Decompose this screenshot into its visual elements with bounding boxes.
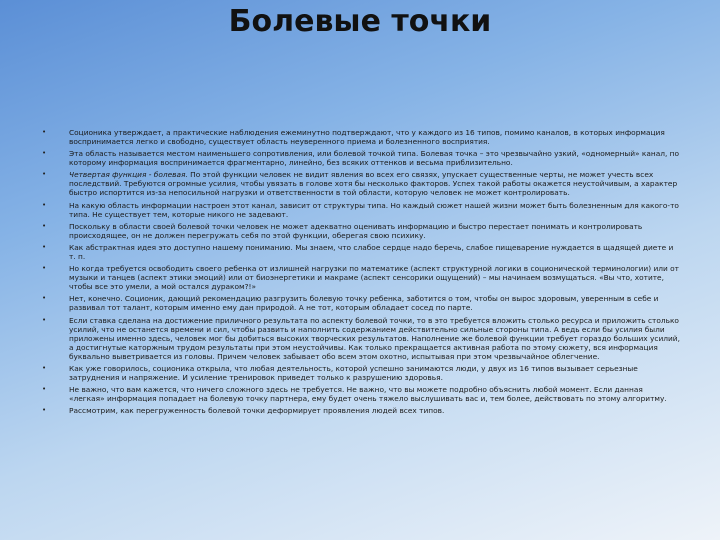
bullet-icon: •	[42, 264, 47, 273]
list-item-text: Если ставка сделана на достижение приличного результата по аспекту болевой точки, то в это требуется вложить столько ресурса и приложить столько усилий, что не останется времени и сил, чтобы развить и наполнить содержанием действительно сильные стороны типа. А ведь если бы усилия были приложены именно здесь, человек мог бы добиться высоких творческих результатов. Наполнение же болевой функции требует гораздо больших усилий, а достигнутые каторжным трудом результаты при этом неустойчивы. Как только прекращается активная работа по этому сюжету, вся информация буквально выветривается из головы. Причем человек забывает обо всем этом охотно, испытывая при этом чрезвычайное облегчение.	[69, 315, 680, 361]
list-item	[40, 201, 680, 219]
list-item-text: Но когда требуется освободить своего ребенка от излишней нагрузки по математике (аспект структурной логики в соционической терминологии) или от музыки и танцев (аспект этики эмоций) или от биоэнергетики и макраме (аспект сенсорики ощущений) – мы начинаем возмущаться. «Вы что, хотите, чтобы все это умели, а мой остался дураком?!»	[69, 264, 679, 292]
list-item	[40, 364, 680, 382]
bullet-icon: •	[42, 170, 47, 179]
list-item-text: Как абстрактная идея это доступно нашему пониманию. Мы знаем, что слабое сердце надо беречь, слабое пищеварение нуждается в щадящей диете и т. п.	[69, 242, 674, 261]
list-item	[40, 243, 680, 261]
list-item-text: Поскольку в области своей болевой точки человек не может адекватно оценивать информацию и быстро перестает понимать и контролировать происходящее, он не должен перегружать себя по этой функции, оберегая свою психику.	[69, 221, 643, 240]
bullet-icon: •	[42, 363, 47, 372]
list-item	[40, 406, 680, 415]
bullet-icon: •	[42, 315, 47, 324]
list-item-text: Нет, конечно. Соционик, дающий рекомендацию разгрузить болевую точку ребенка, заботится о том, чтобы он вырос здоровым, уверенным в себе и развивал тот талант, которым именно ему дан природой. А не тот, которым обладает сосед по парте.	[69, 294, 659, 313]
bullet-icon: •	[42, 242, 47, 251]
list-item-text: По этой функции человек не видит явления во всех его связях, упускает существенные черты, не может учесть всех последствий. Требуются огромные усилия, чтобы увязать в голове хотя бы несколько факторов. Успех такой работы окажется неустойчивым, а характер быстро испортится из-за непосильной нагрузки и ответственности в той области, которую человек не может контролировать.	[69, 170, 678, 198]
list-item	[40, 170, 680, 197]
list-item-text: Рассмотрим, как перегруженность болевой точки деформирует проявления людей всех типов.	[69, 406, 445, 416]
list-item	[40, 264, 680, 291]
list-item	[40, 316, 680, 361]
list-item-lead: Четвертая функция - болевая.	[69, 170, 188, 180]
bullet-icon: •	[42, 149, 47, 158]
bullet-icon: •	[42, 294, 47, 303]
list-item	[40, 294, 680, 312]
list-item	[40, 149, 680, 167]
bullet-icon: •	[42, 406, 47, 415]
list-item	[40, 222, 680, 240]
list-item-text: Не важно, что вам кажется, что ничего сложного здесь не требуется. Не важно, что вы можете подробно объяснить любой момент. Если данная «легкая» информация попадает на болевую точку партнера, ему будет очень тяжело выслушивать вас и, тем более, действовать по этому алгоритму.	[69, 384, 667, 403]
bullet-icon: •	[42, 384, 47, 393]
list-item	[40, 128, 680, 146]
slide-title: Болевые точки	[228, 4, 492, 39]
bullet-icon: •	[42, 200, 47, 209]
list-item-text: На какую область информации настроен этот канал, зависит от структуры типа. Но каждый сюжет нашей жизни может быть болезненным для какого-то типа. Не существует тем, которые никого не задевают.	[69, 200, 679, 219]
list-item-text: Как уже говорилось, соционика открыла, что любая деятельность, которой успешно занимаются люди, у двух из 16 типов вызывает серьезные затруднения и напряжение. И усиление тренировок приведет только к разрушению здоровья.	[69, 363, 638, 382]
bullet-list	[40, 128, 680, 418]
list-item-text: Эта область называется местом наименьшего сопротивления, или болевой точкой типа. Болевая точка – это чрезвычайно узкий, «одномерный» канал, по которому информация воспринимается фрагментарно, линейно, без всяких оттенков и весьма приблизительно.	[69, 149, 679, 168]
bullet-icon: •	[42, 221, 47, 230]
bullet-icon: •	[42, 128, 47, 136]
list-item-text: Соционика утверждает, а практические наблюдения ежеминутно подтверждают, что у каждого из 16 типов, помимо каналов, в которых информация воспринимается легко и свободно, существует область неуверенного приема и болезненного восприятия.	[69, 128, 665, 146]
list-item	[40, 385, 680, 403]
